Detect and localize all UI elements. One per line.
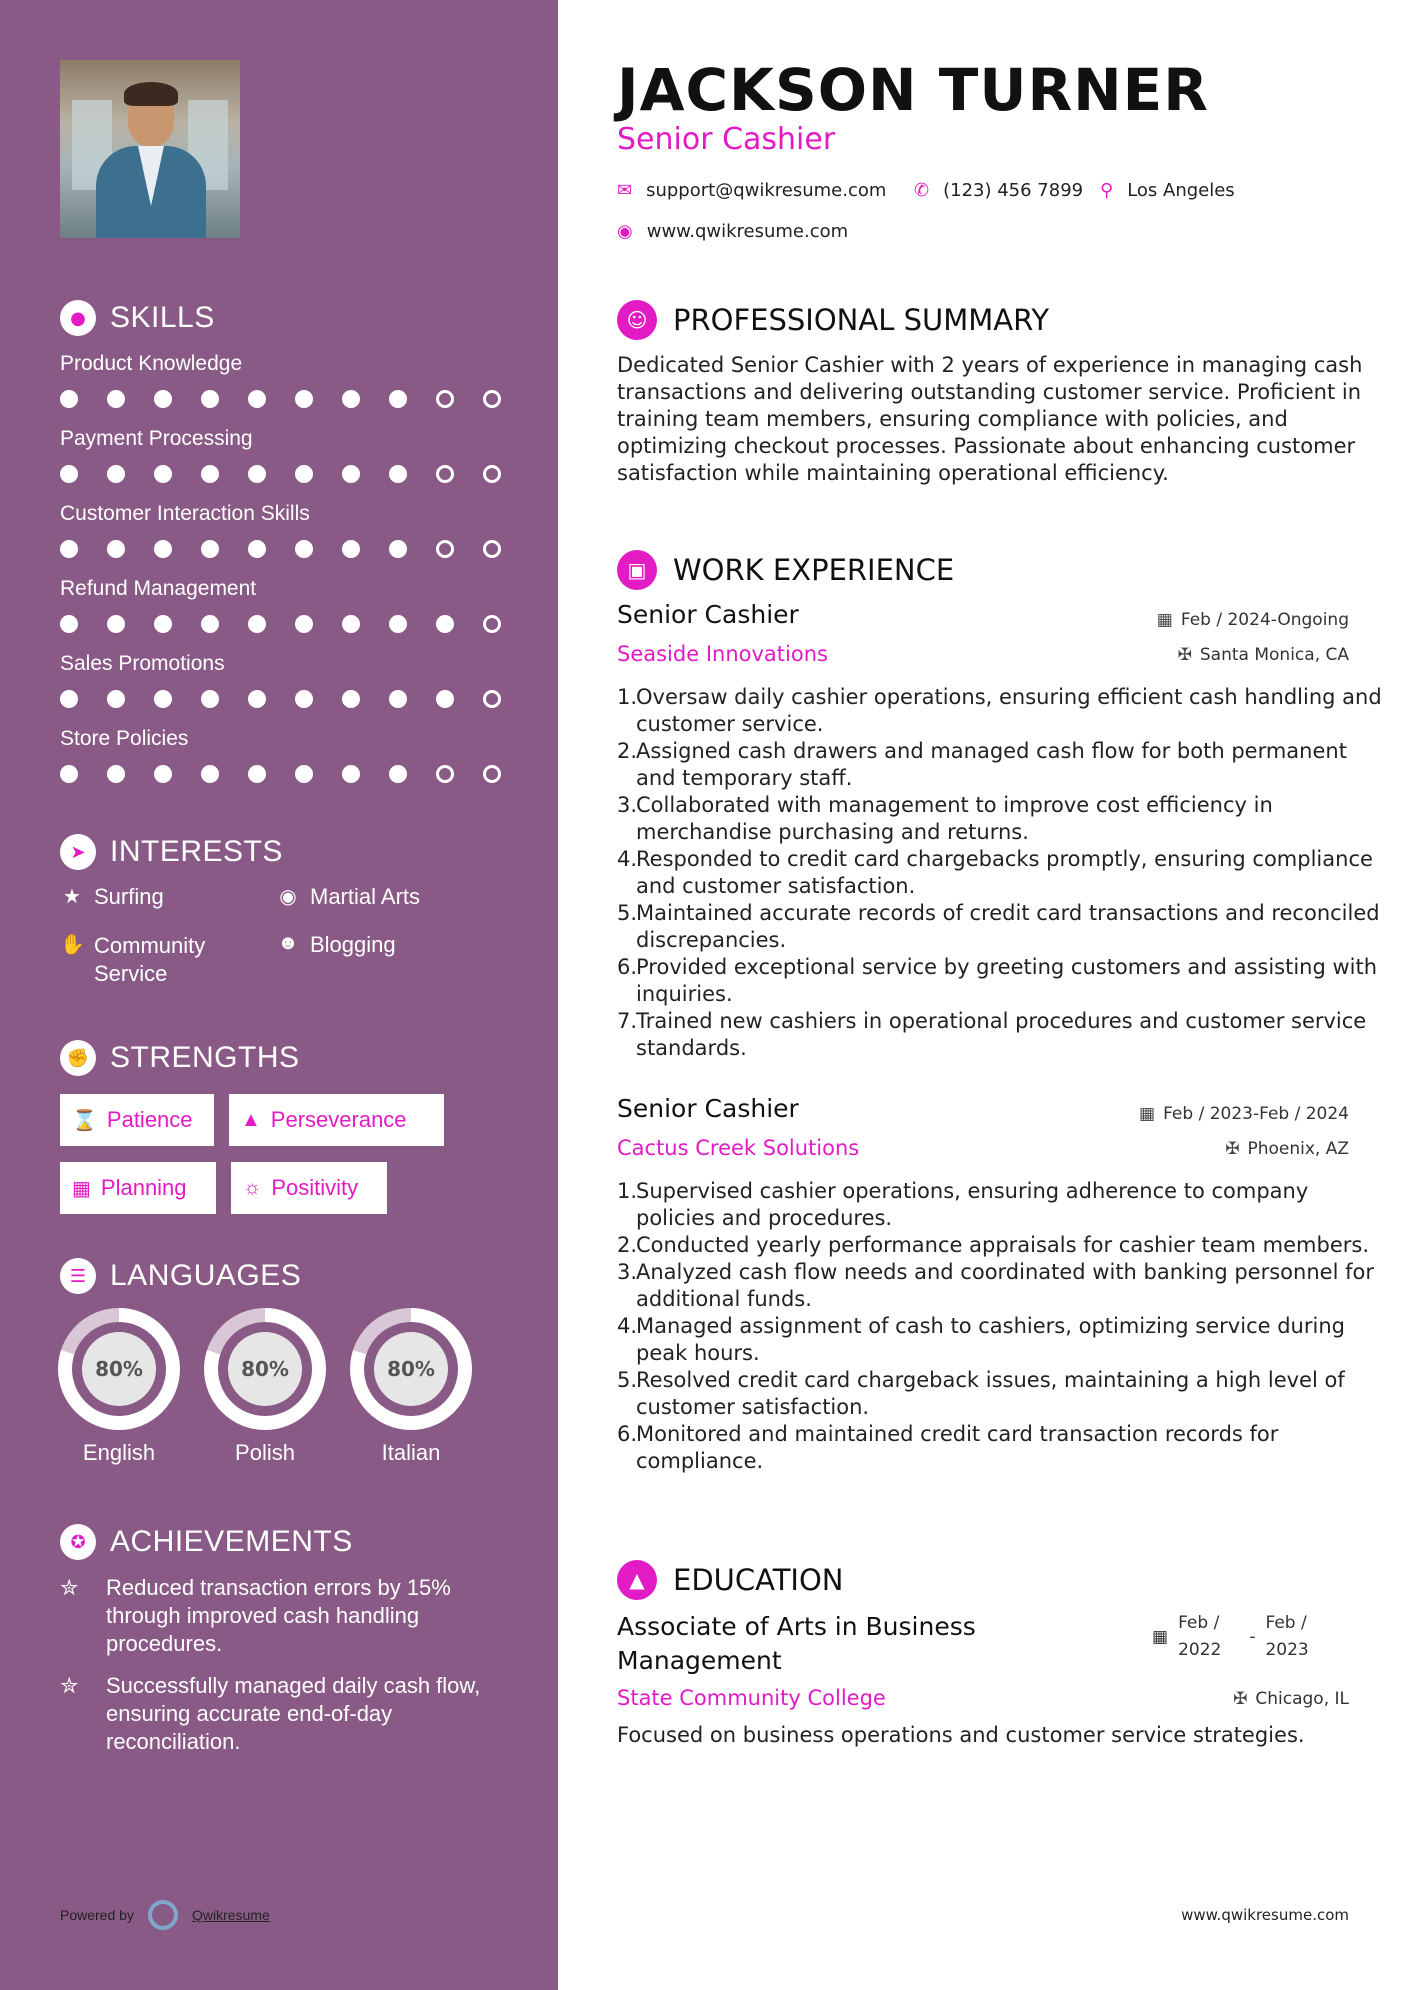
skill-rating: [60, 765, 520, 783]
skill-rating: [60, 615, 520, 633]
rating-dot: [295, 390, 313, 408]
skill-name: Product Knowledge: [60, 352, 243, 375]
rating-dot: [389, 765, 407, 783]
interest-label: Community Service: [94, 933, 206, 986]
list-text: Managed assignment of cash to cashiers, optimizing service during peak hours.: [636, 1314, 1345, 1365]
skill-rating: [60, 465, 520, 483]
powered-by: [60, 1900, 270, 1930]
strength-label: Perseverance: [270, 1107, 407, 1132]
education-location-text: Chicago, IL: [1255, 1689, 1349, 1709]
rating-dot: [436, 765, 454, 783]
degree-line: Management: [617, 1646, 782, 1675]
list-item: [617, 846, 1387, 900]
list-item: [617, 1008, 1387, 1062]
rating-dot: [295, 615, 313, 633]
language-item: [350, 1308, 472, 1466]
pin-icon: ✠: [1225, 1139, 1240, 1159]
profile-photo: [60, 60, 240, 238]
contact-phone[interactable]: [914, 180, 1083, 201]
language-ring: [58, 1308, 180, 1430]
phone-icon: ✆: [914, 180, 930, 201]
strengths-header: [60, 1040, 300, 1076]
rating-dot: [248, 540, 266, 558]
rating-dot: [342, 690, 360, 708]
hourglass-icon: ⌛: [72, 1109, 97, 1132]
languages-title: LANGUAGES: [110, 1259, 302, 1292]
rating-dot: [201, 390, 219, 408]
rating-dot: [295, 540, 313, 558]
job-dates: [1139, 1104, 1349, 1124]
list-number: 1.: [617, 685, 638, 709]
rating-dot: [201, 465, 219, 483]
rating-dot: [107, 690, 125, 708]
language-percent: 80%: [374, 1332, 448, 1406]
list-item: [617, 1178, 1387, 1232]
rating-dot: [107, 615, 125, 633]
rating-dot: [389, 615, 407, 633]
interest-item: [60, 932, 250, 988]
skill-name: Payment Processing: [60, 427, 253, 450]
rating-dot: [60, 615, 78, 633]
rating-dot: [295, 465, 313, 483]
list-text: Oversaw daily cashier operations, ensuring efficient cash handling and customer service.: [636, 685, 1382, 736]
rating-dot: [389, 390, 407, 408]
skill-rating: [60, 390, 520, 408]
globe-icon: ◉: [617, 221, 633, 242]
interest-label: Surfing: [94, 884, 164, 909]
award-star-icon: ✪: [60, 1524, 96, 1560]
rating-dot: [436, 540, 454, 558]
rating-dot: [60, 690, 78, 708]
summary-text: Dedicated Senior Cashier with 2 years of experience in managing cash transactions and delivering outstanding customer service. Proficient in training team members, ensuring compliance with policies, and optimizing checkout processes. Passionate about enhancing customer satisfaction while maintaining operational efficiency.: [617, 353, 1363, 485]
achievement-item: [60, 1672, 510, 1756]
candidate-role: Senior Cashier: [617, 122, 836, 157]
language-item: [204, 1308, 326, 1466]
list-text: Maintained accurate records of credit card transactions and reconciled discrepancies.: [636, 901, 1380, 952]
rating-dot: [248, 690, 266, 708]
list-number: 2.: [617, 1233, 638, 1257]
rating-dot: [436, 615, 454, 633]
job-title: Senior Cashier: [617, 1094, 799, 1123]
skill-name: Store Policies: [60, 727, 189, 750]
calendar-icon: ▦: [1156, 610, 1173, 630]
lightbulb-icon: ●: [60, 300, 96, 336]
powered-by-label: Powered by: [60, 1907, 134, 1923]
language-icon: ☰: [60, 1258, 96, 1294]
rating-dot: [436, 390, 454, 408]
sun-icon: ☼: [243, 1176, 262, 1199]
skill-name: Customer Interaction Skills: [60, 502, 310, 525]
education-end: Feb / 2023: [1265, 1613, 1309, 1660]
skill-row: [60, 727, 520, 783]
job-location-text: Santa Monica, CA: [1199, 645, 1349, 665]
education-dates: [1152, 1610, 1309, 1664]
education-description: Focused on business operations and customer service strategies.: [617, 1723, 1305, 1747]
skill-row: [60, 577, 520, 633]
graduation-cap-icon: ▲: [617, 1560, 657, 1600]
list-text: Analyzed cash flow needs and coordinated with banking personnel for additional funds.: [636, 1260, 1374, 1311]
interest-label: Blogging: [310, 932, 396, 957]
rating-dot: [342, 465, 360, 483]
language-item: [58, 1308, 180, 1466]
sidebar: [0, 0, 558, 1990]
strength-badge: [60, 1094, 214, 1146]
calendar-icon: ▦: [72, 1177, 91, 1200]
paper-plane-icon: ➤: [60, 834, 96, 870]
list-number: 2.: [617, 739, 638, 763]
rating-dot: [342, 615, 360, 633]
list-text: Assigned cash drawers and managed cash flow for both permanent and temporary staff.: [636, 739, 1347, 790]
rating-dot: [389, 540, 407, 558]
interests-title: INTERESTS: [110, 835, 283, 868]
job-location-text: Phoenix, AZ: [1247, 1139, 1349, 1159]
list-number: 5.: [617, 1368, 638, 1392]
skills-title: SKILLS: [110, 301, 215, 334]
interest-label: Martial Arts: [310, 884, 421, 909]
location-text: Los Angeles: [1127, 180, 1235, 201]
education-location: [1233, 1689, 1349, 1709]
language-percent: 80%: [228, 1332, 302, 1406]
list-text: Monitored and maintained credit card transaction records for compliance.: [636, 1422, 1279, 1473]
map-pin-icon: ⚲: [1100, 180, 1114, 201]
list-number: 6.: [617, 1422, 638, 1446]
rating-dot: [154, 765, 172, 783]
list-item: [617, 1367, 1387, 1421]
summary-header: [617, 300, 1049, 340]
list-item: [617, 954, 1387, 1008]
pin-icon: ✠: [1233, 1689, 1248, 1709]
contact-location: [1100, 180, 1235, 201]
footer-url[interactable]: www.qwikresume.com: [1181, 1906, 1349, 1924]
rating-dot: [389, 690, 407, 708]
rating-dot: [483, 390, 501, 408]
list-item: [617, 792, 1387, 846]
language-name: Polish: [235, 1440, 295, 1465]
job-title: Senior Cashier: [617, 600, 799, 629]
rating-dot: [483, 765, 501, 783]
list-item: [617, 738, 1387, 792]
language-ring: [350, 1308, 472, 1430]
strength-badge: [231, 1162, 387, 1214]
strength-badge: [229, 1094, 444, 1146]
road-icon: ▲: [241, 1108, 261, 1131]
skill-name: Sales Promotions: [60, 652, 225, 675]
language-name: Italian: [381, 1440, 441, 1465]
rating-dot: [483, 690, 501, 708]
qwikresume-logo-icon: [148, 1900, 178, 1930]
rating-dot: [60, 765, 78, 783]
rating-dot: [483, 615, 501, 633]
rating-dot: [201, 690, 219, 708]
skill-rating: [60, 540, 520, 558]
job-location: [1178, 645, 1349, 665]
interests-header: [60, 834, 283, 870]
job-company: Seaside Innovations: [617, 642, 828, 666]
rating-dot: [248, 390, 266, 408]
skill-row: [60, 352, 520, 408]
degree-line: Associate of Arts in Business: [617, 1612, 976, 1641]
sparkle-star-icon: ✮: [60, 1673, 79, 1698]
list-text: Provided exceptional service by greeting customers and assisting with inquiries.: [636, 955, 1378, 1006]
rating-dot: [248, 765, 266, 783]
star-icon: ★: [63, 886, 81, 908]
rating-dot: [342, 390, 360, 408]
job-company: Cactus Creek Solutions: [617, 1136, 860, 1160]
interest-item: [276, 932, 396, 958]
strength-badge: [60, 1162, 216, 1214]
rating-dot: [201, 615, 219, 633]
rating-dot: [483, 540, 501, 558]
rating-dot: [154, 690, 172, 708]
strength-label: Positivity: [271, 1175, 359, 1200]
job-responsibilities: [617, 684, 1387, 1062]
rating-dot: [248, 465, 266, 483]
list-text: Responded to credit card chargebacks promptly, ensuring compliance and customer satisfaction.: [636, 847, 1373, 898]
list-item: [617, 684, 1387, 738]
rating-dot: [342, 540, 360, 558]
education-start: Feb / 2022: [1178, 1613, 1222, 1660]
globe-icon: ◉: [279, 886, 297, 908]
sparkle-star-icon: ✮: [60, 1575, 79, 1600]
interest-item: [276, 884, 420, 910]
school-name: State Community College: [617, 1686, 886, 1710]
experience-header: [617, 550, 954, 590]
achievement-text: Reduced transaction errors by 15% through improved cash handling procedures.: [106, 1575, 451, 1656]
list-item: [617, 900, 1387, 954]
interest-item: [60, 884, 164, 910]
language-ring: [204, 1308, 326, 1430]
rating-dot: [295, 690, 313, 708]
skill-row: [60, 502, 520, 558]
list-number: 3.: [617, 793, 638, 817]
language-name: English: [82, 1440, 156, 1465]
rating-dot: [295, 765, 313, 783]
rating-dot: [201, 540, 219, 558]
list-text: Trained new cashiers in operational procedures and customer service standards.: [636, 1009, 1367, 1060]
summary-title: PROFESSIONAL SUMMARY: [673, 303, 1050, 337]
rating-dot: [154, 465, 172, 483]
job-responsibilities: [617, 1178, 1387, 1475]
rating-dot: [107, 765, 125, 783]
rating-dot: [60, 390, 78, 408]
list-item: [617, 1421, 1387, 1475]
job-dates-text: Feb / 2024-Ongoing: [1180, 610, 1349, 630]
job-dates-text: Feb / 2023-Feb / 2024: [1163, 1104, 1349, 1124]
list-number: 4.: [617, 847, 638, 871]
rating-dot: [154, 540, 172, 558]
envelope-icon: ✉: [617, 180, 633, 201]
experience-title: WORK EXPERIENCE: [673, 553, 955, 587]
rating-dot: [389, 465, 407, 483]
rating-dot: [107, 390, 125, 408]
rating-dot: [107, 540, 125, 558]
skill-name: Refund Management: [60, 577, 257, 600]
calendar-icon: ▦: [1139, 1104, 1156, 1124]
rating-dot: [248, 615, 266, 633]
main-content: [558, 0, 1407, 1990]
rating-dot: [60, 540, 78, 558]
rating-dot: [342, 765, 360, 783]
list-text: Conducted yearly performance appraisals for cashier team members.: [636, 1233, 1370, 1257]
job-dates: [1157, 610, 1349, 630]
strength-label: Planning: [100, 1175, 187, 1200]
list-item: [617, 1313, 1387, 1367]
users-icon: ☻: [277, 932, 299, 954]
user-icon: ☺: [617, 300, 657, 340]
skill-row: [60, 427, 520, 483]
achievement-text: Successfully managed daily cash flow, ensuring accurate end-of-day reconciliation.: [106, 1673, 481, 1754]
strengths-title: STRENGTHS: [110, 1041, 300, 1074]
list-number: 3.: [617, 1260, 638, 1284]
list-number: 4.: [617, 1314, 638, 1338]
list-item: [617, 1232, 1387, 1259]
list-number: 6.: [617, 955, 638, 979]
education-header: [617, 1560, 844, 1600]
rating-dot: [201, 765, 219, 783]
list-item: [617, 1259, 1387, 1313]
phone-text: (123) 456 7899: [943, 180, 1084, 201]
brand-link[interactable]: Qwikresume: [191, 1907, 270, 1923]
languages-header: [60, 1258, 301, 1294]
list-text: Supervised cashier operations, ensuring adherence to company policies and procedures.: [636, 1179, 1309, 1230]
skills-header: [60, 300, 215, 336]
achievement-item: [60, 1574, 510, 1658]
rating-dot: [60, 465, 78, 483]
achievements-header: [60, 1524, 353, 1560]
list-text: Collaborated with management to improve cost efficiency in merchandise purchasing and returns.: [636, 793, 1273, 844]
rating-dot: [154, 615, 172, 633]
education-title: EDUCATION: [673, 1563, 844, 1597]
date-separator: -: [1249, 1627, 1256, 1647]
email-text: support@qwikresume.com: [646, 180, 887, 201]
language-percent: 80%: [82, 1332, 156, 1406]
list-number: 5.: [617, 901, 638, 925]
rating-dot: [154, 390, 172, 408]
rating-dot: [107, 465, 125, 483]
fist-icon: ✊: [60, 1040, 96, 1076]
website-text: www.qwikresume.com: [646, 221, 849, 242]
candidate-name: JACKSON TURNER: [617, 56, 1209, 124]
contact-email[interactable]: [617, 180, 886, 201]
contact-website[interactable]: [617, 221, 848, 242]
rating-dot: [436, 690, 454, 708]
skill-rating: [60, 690, 520, 708]
list-text: Resolved credit card chargeback issues, maintaining a high level of customer satisfaction.: [636, 1368, 1345, 1419]
calendar-icon: ▦: [1152, 1627, 1169, 1647]
skill-row: [60, 652, 520, 708]
briefcase-icon: ▣: [617, 550, 657, 590]
hand-icon: ✋: [60, 934, 85, 956]
pin-icon: ✠: [1177, 645, 1192, 665]
list-number: 7.: [617, 1009, 638, 1033]
degree-title: [617, 1610, 976, 1678]
rating-dot: [436, 465, 454, 483]
achievements-title: ACHIEVEMENTS: [110, 1525, 353, 1558]
job-location: [1225, 1139, 1349, 1159]
list-number: 1.: [617, 1179, 638, 1203]
rating-dot: [483, 465, 501, 483]
strength-label: Patience: [106, 1107, 193, 1132]
